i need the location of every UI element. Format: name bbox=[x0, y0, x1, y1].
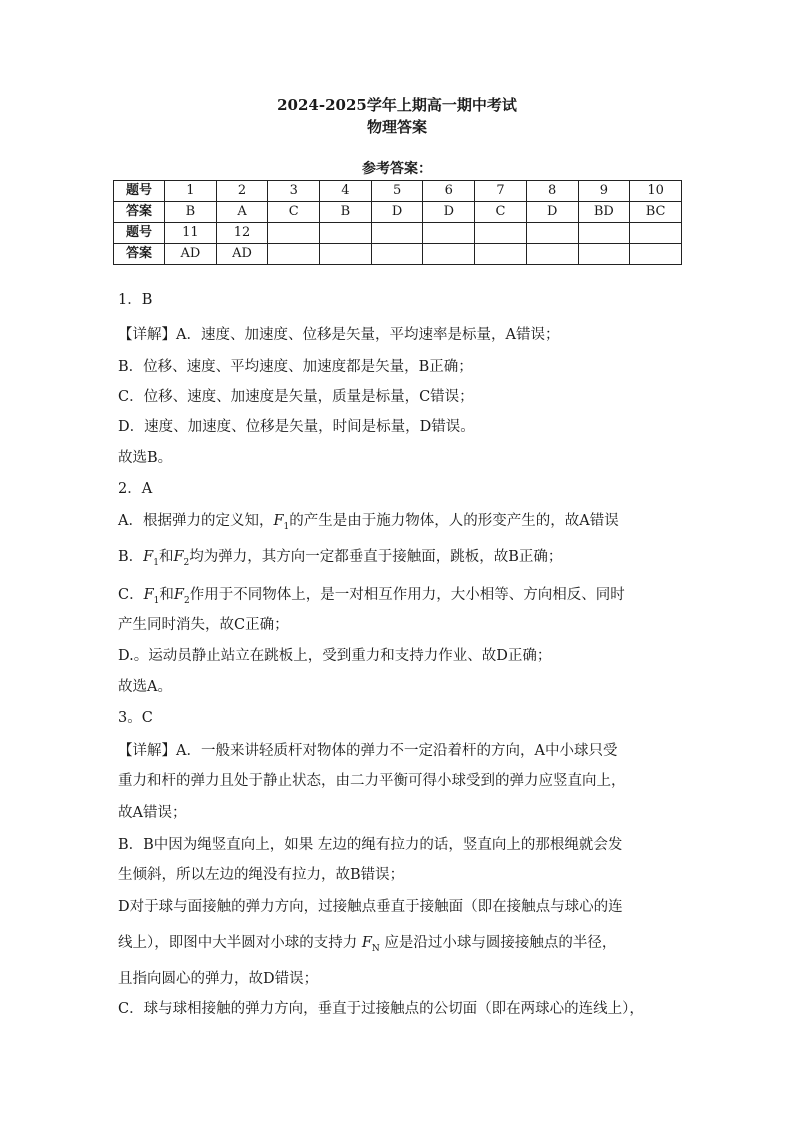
table-cell bbox=[578, 244, 630, 265]
table-cell bbox=[268, 223, 320, 244]
table-cell: 12 bbox=[216, 223, 268, 244]
explanation-line: D．速度、加速度、位移是矢量，时间是标量，D错误。 bbox=[118, 419, 475, 435]
table-cell: C bbox=[475, 202, 527, 223]
text-fragment: A．根据弹力的定义知， bbox=[118, 513, 274, 529]
subscript: 2 bbox=[183, 595, 190, 606]
table-cell: 10 bbox=[630, 181, 682, 202]
table-cell: 1 bbox=[165, 181, 217, 202]
table-cell bbox=[371, 223, 423, 244]
table-row bbox=[114, 181, 682, 202]
answer-table bbox=[113, 180, 682, 265]
subscript: N bbox=[371, 943, 380, 954]
force-symbol: F bbox=[361, 935, 372, 951]
question-number: 1．B bbox=[118, 292, 153, 308]
text-fragment: 应是沿过小球与圆接接触点的半径， bbox=[379, 935, 617, 951]
table-cell bbox=[630, 223, 682, 244]
explanation-line bbox=[118, 510, 619, 538]
text-fragment: 和 bbox=[158, 549, 174, 565]
table-cell: 2 bbox=[216, 181, 268, 202]
answers-heading: 参考答案： bbox=[362, 161, 432, 177]
question-number: 3。C bbox=[118, 710, 153, 726]
table-cell: 11 bbox=[165, 223, 217, 244]
text-fragment: 作用于不同物体上，是一对相互作用力，大小相等、方向相反、同时 bbox=[189, 587, 625, 603]
table-cell: BC bbox=[630, 202, 682, 223]
subscript: 1 bbox=[283, 521, 290, 532]
table-cell bbox=[423, 223, 475, 244]
text-fragment: 线上），即图中大半圆对小球的支持力 bbox=[118, 935, 362, 951]
explanation-line: 故选B。 bbox=[118, 450, 173, 466]
table-cell: 7 bbox=[475, 181, 527, 202]
text-fragment: C． bbox=[118, 587, 144, 603]
table-row bbox=[114, 244, 682, 265]
table-cell: AD bbox=[216, 244, 268, 265]
table-cell bbox=[423, 244, 475, 265]
force-symbol: F bbox=[273, 513, 284, 529]
table-cell bbox=[371, 244, 423, 265]
subscript: 1 bbox=[153, 557, 159, 568]
explanation-line: 且指向圆心的弹力，故D错误； bbox=[118, 971, 319, 987]
force-symbol: F bbox=[173, 549, 184, 565]
question-number: 2．A bbox=[118, 481, 153, 497]
answer-subtitle: 物理答案 bbox=[366, 118, 427, 136]
text-fragment: 和 bbox=[159, 587, 174, 603]
table-row bbox=[114, 202, 682, 223]
explanation-line: 故选A。 bbox=[118, 679, 172, 695]
explanation-line bbox=[118, 932, 616, 960]
explanation-line: D对于球与面接触的弹力方向，过接触点垂直于接触面（即在接触点与球心的连 bbox=[118, 899, 623, 915]
table-cell: 5 bbox=[371, 181, 423, 202]
explanation-line: B．位移、速度、平均速度、加速度都是矢量，B正确； bbox=[118, 359, 473, 375]
force-symbol: F bbox=[173, 587, 184, 603]
force-symbol: F bbox=[143, 549, 154, 565]
table-cell: 4 bbox=[320, 181, 372, 202]
table-cell bbox=[526, 223, 578, 244]
table-cell bbox=[320, 244, 372, 265]
table-cell bbox=[475, 223, 527, 244]
explanation-line: 产生同时消失，故C正确； bbox=[118, 617, 289, 633]
table-cell bbox=[268, 244, 320, 265]
table-cell: C bbox=[268, 202, 320, 223]
explanation-line bbox=[118, 584, 625, 612]
explanation-line: 生倾斜，所以左边的绳没有拉力，故B错误； bbox=[118, 867, 405, 883]
table-cell: 9 bbox=[578, 181, 630, 202]
table-cell bbox=[526, 244, 578, 265]
table-cell: 8 bbox=[526, 181, 578, 202]
table-cell: AD bbox=[165, 244, 217, 265]
explanation-line: B．B中因为绳竖直向上，如果 左边的绳有拉力的话，竖直向上的那根绳就会发 bbox=[118, 837, 623, 853]
explanation-line: C．球与球相接触的弹力方向，垂直于过接触点的公切面（即在两球心的连线上）， bbox=[118, 1001, 644, 1017]
table-cell bbox=[630, 244, 682, 265]
text-fragment: 的产生是由于施力物体，人的形变产生的，故A错误 bbox=[289, 513, 619, 529]
table-cell bbox=[475, 244, 527, 265]
text-fragment: B． bbox=[118, 549, 144, 565]
table-cell: 3 bbox=[268, 181, 320, 202]
explanation-line: D.。运动员静止站立在跳板上，受到重力和支持力作业、故D正确； bbox=[118, 648, 552, 664]
row-label: 答案 bbox=[114, 244, 165, 265]
table-cell: B bbox=[165, 202, 217, 223]
exam-title: 2024-2025学年上期高一期中考试 bbox=[277, 96, 517, 114]
table-cell: D bbox=[526, 202, 578, 223]
row-label: 题号 bbox=[114, 181, 165, 202]
table-cell: D bbox=[423, 202, 475, 223]
table-cell: A bbox=[216, 202, 268, 223]
explanation-line: 【详解】A．速度、加速度、位移是矢量，平均速率是标量，A错误； bbox=[118, 327, 560, 343]
explanation-line: 重力和杆的弹力且处于静止状态，由二力平衡可得小球受到的弹力应竖直向上， bbox=[118, 773, 626, 789]
table-row bbox=[114, 223, 682, 244]
table-cell: 6 bbox=[423, 181, 475, 202]
explanation-line: 【详解】A．一般来讲轻质杆对物体的弹力不一定沿着杆的方向，A中小球只受 bbox=[118, 743, 618, 759]
text-fragment: 均为弹力，其方向一定都垂直于接触面，跳板，故B正确； bbox=[189, 549, 563, 565]
table-cell: BD bbox=[578, 202, 630, 223]
row-label: 答案 bbox=[114, 202, 165, 223]
row-label: 题号 bbox=[114, 223, 165, 244]
force-symbol: F bbox=[143, 587, 154, 603]
subscript: 1 bbox=[153, 595, 160, 606]
table-cell: B bbox=[320, 202, 372, 223]
explanation-line bbox=[118, 546, 562, 574]
table-cell bbox=[320, 223, 372, 244]
subscript: 2 bbox=[183, 557, 190, 568]
explanation-line: C．位移、速度、加速度是矢量，质量是标量，C错误； bbox=[118, 389, 474, 405]
table-cell bbox=[578, 223, 630, 244]
table-cell: D bbox=[371, 202, 423, 223]
explanation-line: 故A错误； bbox=[118, 805, 187, 821]
